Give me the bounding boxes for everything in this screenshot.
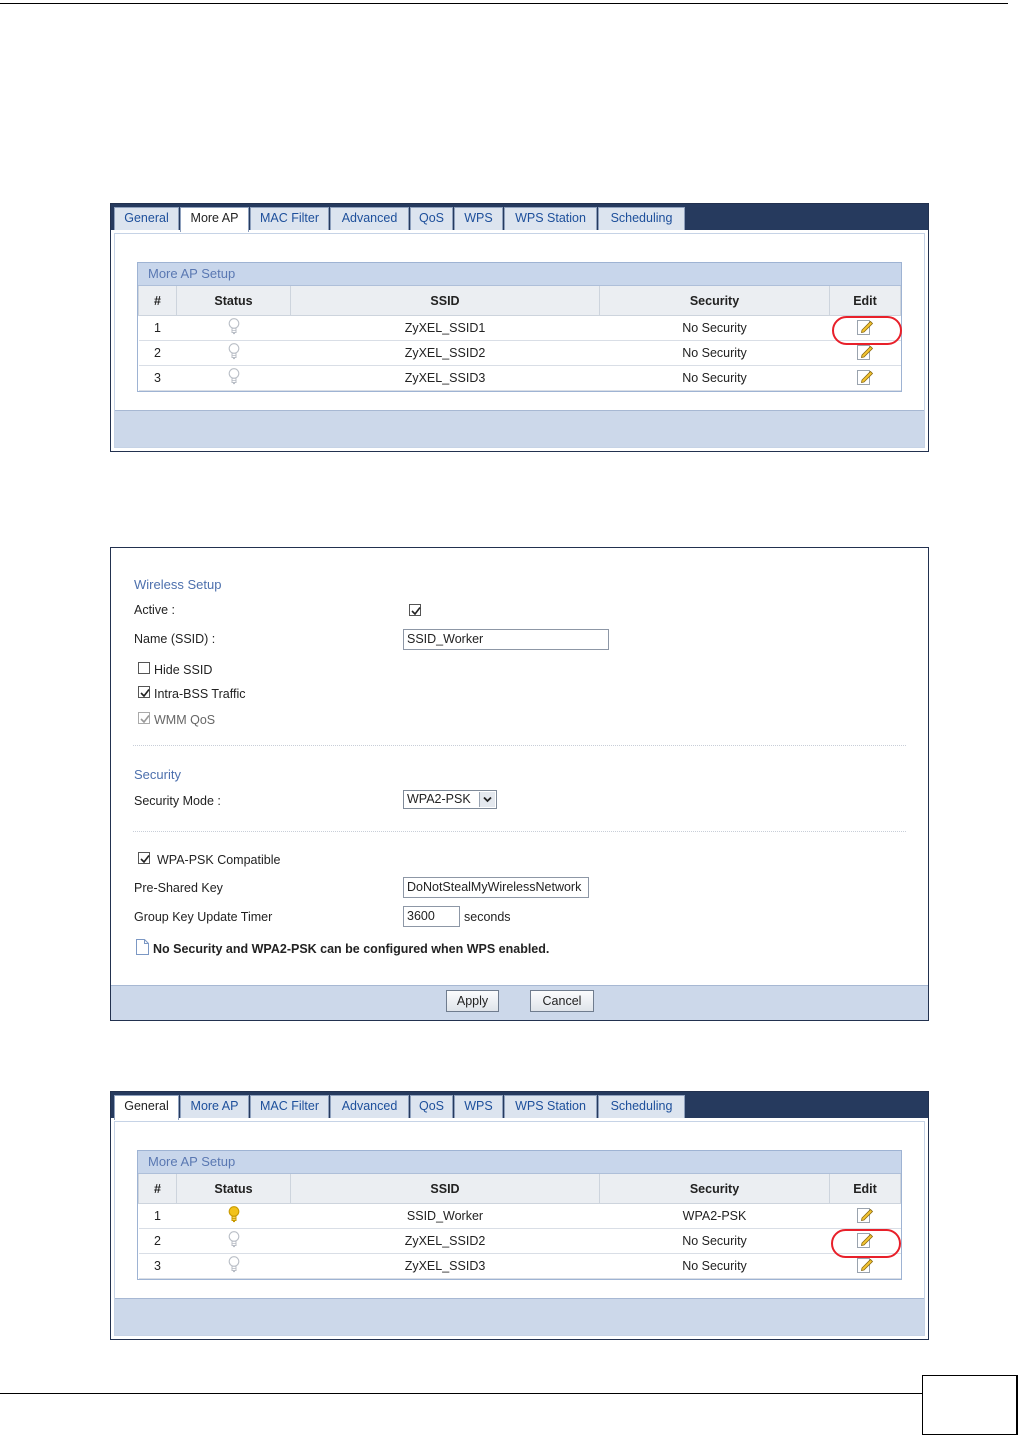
wps-note: No Security and WPA2-PSK can be configured when WPS enabled. [153, 942, 550, 956]
name-ssid-label: Name (SSID) : [134, 632, 216, 646]
col-num: # [139, 286, 177, 316]
pre-shared-key-input[interactable]: DoNotStealMyWirelessNetwork [403, 877, 589, 898]
col-status: Status [177, 286, 291, 316]
highlight-ring [831, 1229, 901, 1258]
intra-bss-label: Intra-BSS Traffic [154, 687, 246, 701]
tab-bar [111, 204, 928, 230]
col-security: Security [600, 1174, 830, 1204]
group-key-timer-label: Group Key Update Timer [134, 910, 273, 924]
divider [133, 831, 906, 833]
col-edit: Edit [830, 286, 901, 316]
col-ssid: SSID [291, 286, 600, 316]
tab-advanced[interactable]: Advanced [330, 207, 409, 230]
content-area [114, 233, 925, 448]
footer-rule [0, 1393, 922, 1394]
cancel-button[interactable]: Cancel [530, 990, 594, 1012]
row-edit [830, 1204, 901, 1229]
col-status: Status [177, 1174, 291, 1204]
wireless-setup-panel [110, 547, 929, 1021]
table-header-row [139, 286, 901, 316]
row-number: 3 [139, 366, 177, 391]
security-title: Security [134, 767, 181, 782]
content-area [114, 1121, 925, 1336]
wireless-setup-title: Wireless Setup [134, 577, 222, 592]
tab-more-ap[interactable]: More AP [180, 1095, 249, 1118]
tab-scheduling[interactable]: Scheduling [598, 1095, 685, 1118]
tab-bar [111, 1092, 928, 1118]
tab-qos[interactable]: QoS [410, 1095, 453, 1118]
bulb-off-icon [228, 1256, 240, 1276]
tab-wps-station[interactable]: WPS Station [504, 207, 597, 230]
tab-qos[interactable]: QoS [410, 207, 453, 230]
row-security: WPA2-PSK [600, 1204, 830, 1229]
col-num: # [139, 1174, 177, 1204]
tab-advanced[interactable]: Advanced [330, 1095, 409, 1118]
tab-wps-station[interactable]: WPS Station [504, 1095, 597, 1118]
tab-mac-filter[interactable]: MAC Filter [250, 1095, 329, 1118]
row-edit [830, 366, 901, 391]
table-row [139, 341, 901, 366]
bulb-on-icon [228, 1206, 240, 1226]
table-row [139, 316, 901, 341]
bulb-off-icon [228, 1231, 240, 1251]
tab-general[interactable]: General [114, 207, 179, 230]
more-ap-setup-table [137, 1150, 902, 1280]
row-ssid: ZyXEL_SSID3 [291, 1254, 600, 1279]
active-checkbox[interactable] [409, 604, 421, 616]
wmm-qos-label: WMM QoS [154, 713, 216, 727]
group-key-timer-input[interactable]: 3600 [403, 906, 460, 927]
panel-footer [115, 1298, 924, 1335]
row-security: No Security [600, 1229, 830, 1254]
active-label: Active : [134, 603, 175, 617]
header-rule [0, 3, 1008, 4]
more-ap-panel-after [110, 1091, 929, 1340]
row-status [177, 366, 291, 391]
ssid-input[interactable]: SSID_Worker [403, 629, 609, 650]
intra-bss-checkbox[interactable] [138, 686, 150, 698]
edit-icon[interactable] [857, 344, 874, 363]
row-security: No Security [600, 366, 830, 391]
wmm-qos-checkbox [138, 712, 150, 724]
tab-more-ap[interactable]: More AP [180, 207, 249, 232]
bulb-off-icon [228, 368, 240, 388]
setup-title: More AP Setup [138, 263, 901, 286]
highlight-ring [832, 316, 902, 345]
row-status [177, 316, 291, 341]
tab-wps[interactable]: WPS [454, 207, 503, 230]
wpa-psk-compatible-label: WPA-PSK Compatible [157, 853, 281, 867]
seconds-unit: seconds [464, 910, 511, 924]
row-status [177, 1254, 291, 1279]
row-ssid: ZyXEL_SSID2 [291, 1229, 600, 1254]
security-mode-label: Security Mode : [134, 794, 221, 808]
table-row [139, 1254, 901, 1279]
row-ssid: SSID_Worker [291, 1204, 600, 1229]
row-number: 2 [139, 1229, 177, 1254]
chevron-down-icon [479, 792, 495, 807]
row-number: 1 [139, 1204, 177, 1229]
row-ssid: ZyXEL_SSID2 [291, 341, 600, 366]
setup-title: More AP Setup [138, 1151, 901, 1174]
tab-wps[interactable]: WPS [454, 1095, 503, 1118]
table-header-row [139, 1174, 901, 1204]
wpa-psk-compatible-checkbox[interactable] [138, 852, 150, 864]
row-security: No Security [600, 316, 830, 341]
bulb-off-icon [228, 343, 240, 363]
more-ap-panel-before [110, 203, 929, 452]
panel-footer [115, 410, 924, 447]
col-edit: Edit [830, 1174, 901, 1204]
bulb-off-icon [228, 318, 240, 338]
edit-icon[interactable] [857, 369, 874, 388]
page-number-box [922, 1375, 1018, 1435]
row-ssid: ZyXEL_SSID1 [291, 316, 600, 341]
row-ssid: ZyXEL_SSID3 [291, 366, 600, 391]
row-number: 2 [139, 341, 177, 366]
panel-footer [111, 985, 928, 1020]
table-row [139, 1229, 901, 1254]
row-security: No Security [600, 341, 830, 366]
table-row [139, 1204, 901, 1229]
col-security: Security [600, 286, 830, 316]
security-mode-select[interactable] [403, 790, 497, 809]
security-mode-value: WPA2-PSK [407, 792, 471, 806]
tab-general[interactable]: General [114, 1095, 179, 1120]
row-number: 3 [139, 1254, 177, 1279]
row-status [177, 1204, 291, 1229]
row-security: No Security [600, 1254, 830, 1279]
note-icon [136, 939, 149, 960]
pre-shared-key-label: Pre-Shared Key [134, 881, 223, 895]
table-row [139, 366, 901, 391]
row-status [177, 341, 291, 366]
more-ap-setup-table [137, 262, 902, 392]
col-ssid: SSID [291, 1174, 600, 1204]
row-number: 1 [139, 316, 177, 341]
hide-ssid-label: Hide SSID [154, 663, 213, 677]
edit-icon[interactable] [857, 1207, 874, 1226]
row-status [177, 1229, 291, 1254]
hide-ssid-checkbox[interactable] [138, 662, 150, 674]
apply-button[interactable]: Apply [446, 990, 499, 1012]
tab-mac-filter[interactable]: MAC Filter [250, 207, 329, 230]
edit-icon[interactable] [857, 1257, 874, 1276]
tab-scheduling[interactable]: Scheduling [598, 207, 685, 230]
divider [133, 745, 906, 747]
